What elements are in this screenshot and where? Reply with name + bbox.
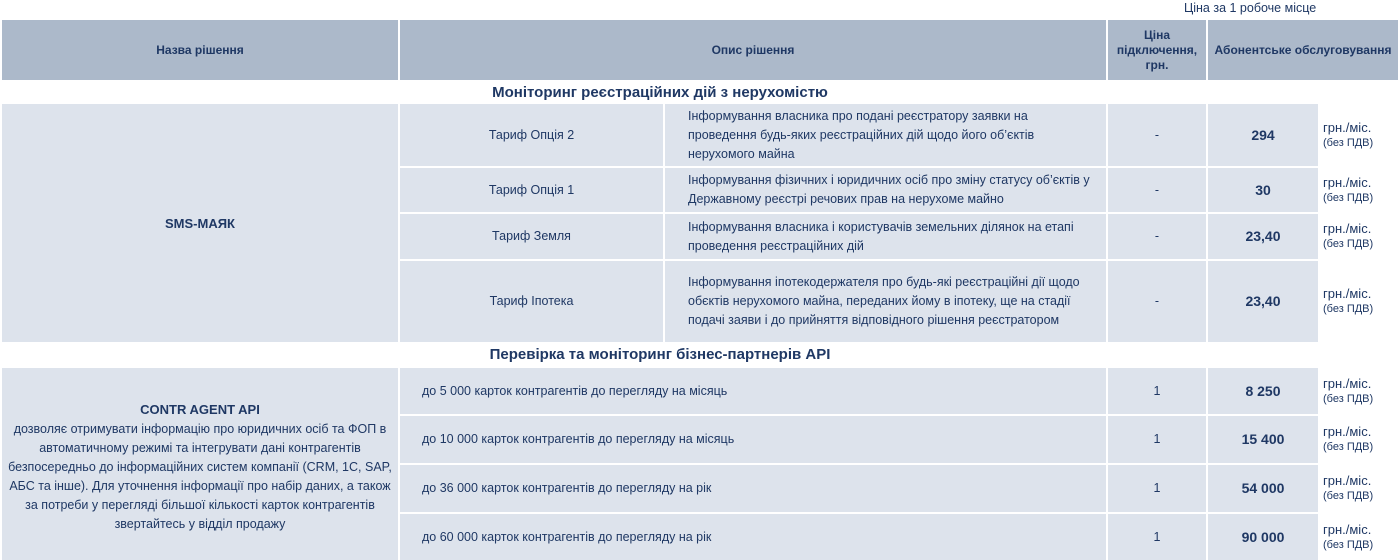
product-name: CONTR AGENT API — [140, 402, 260, 417]
connection-price-cell: 1 — [1108, 416, 1206, 463]
tariff-mortgage: Тариф Іпотека — [400, 261, 663, 342]
price-unit — [1320, 514, 1398, 560]
product-description: дозволяє отримувати інформацію про юридичних осіб та ФОП в автоматичному режимі та інтегрувати дані контрагентів безпосередньо до інформаційних систем компанії (CRM, 1С, SAP, АБС та інше). Для уточнення інформації про набір даних, а також за потреби у перегляді більшої кількості карток контрагентів звертайтесь у відділ продажу — [8, 422, 392, 531]
subscription-price-cell: 30 — [1208, 168, 1318, 212]
tariff-option-1: Тариф Опція 1 — [400, 168, 663, 212]
unit-vat-note: (без ПДВ) — [1323, 441, 1374, 453]
connection-price-cell: - — [1108, 214, 1206, 259]
price-per-workplace-note: Ціна за 1 робоче місце — [1184, 1, 1317, 15]
tariff-option-2: Тариф Опція 2 — [400, 104, 663, 166]
unit-main: грн./міс. — [1323, 221, 1372, 236]
subscription-price-cell: 54 000 — [1208, 465, 1318, 512]
price-unit — [1320, 261, 1398, 342]
unit-vat-note: (без ПДВ) — [1323, 303, 1374, 315]
plan-description: до 10 000 карток контрагентів до перегляду на місяць — [400, 416, 1106, 463]
subscription-price-cell: 15 400 — [1208, 416, 1318, 463]
tariff-description: Інформування фізичних і юридичних осіб про зміну статусу об’єктів у Державному реєстрі речових прав на нерухоме майно — [665, 168, 1106, 212]
product-contr-agent-api — [2, 368, 398, 560]
header-subscription: Абонентське обслуговування — [1208, 20, 1398, 80]
subscription-price-cell: 8 250 — [1208, 368, 1318, 414]
header-solution-description: Опис рішення — [400, 20, 1106, 80]
price-unit — [1320, 168, 1398, 212]
connection-price-cell: 1 — [1108, 465, 1206, 512]
plan-description: до 60 000 карток контрагентів до перегляду на рік — [400, 514, 1106, 560]
price-unit — [1320, 104, 1398, 166]
header-solution-name: Назва рішення — [2, 20, 398, 80]
tariff-description: Інформування власника і користувачів земельних ділянок на етапі проведення реєстраційних дій — [665, 214, 1106, 259]
section-title-real-estate-monitoring: Моніторинг реєстраційних дій з нерухомістю — [492, 83, 828, 101]
unit-main: грн./міс. — [1323, 174, 1372, 190]
header-connection-price: Ціна підключення, грн. — [1108, 20, 1206, 80]
price-unit — [1320, 214, 1398, 259]
price-unit — [1320, 416, 1398, 463]
unit-vat-note: (без ПДВ) — [1323, 490, 1374, 502]
subscription-price-cell: 90 000 — [1208, 514, 1318, 560]
subscription-price-cell: 294 — [1208, 104, 1318, 166]
product-sms-mayak — [2, 104, 398, 342]
subscription-price-cell: 23,40 — [1208, 261, 1318, 342]
section-title-business-partners-api: Перевірка та моніторинг бізнес-партнерів API — [489, 345, 831, 363]
unit-vat-note: (без ПДВ) — [1323, 238, 1374, 250]
tariff-land: Тариф Земля — [400, 214, 663, 259]
unit-vat-note: (без ПДВ) — [1323, 191, 1374, 204]
unit-main: грн./міс. — [1323, 473, 1372, 488]
price-unit — [1320, 368, 1398, 414]
subscription-price-cell: 23,40 — [1208, 214, 1318, 259]
unit-main: грн./міс. — [1323, 521, 1372, 537]
tariff-description: Інформування власника про подані реєстратору заявки на проведення будь-яких реєстраційних дій щодо його об’єктів нерухомого майна — [665, 104, 1106, 166]
unit-main: грн./міс. — [1323, 424, 1372, 439]
connection-price-cell: 1 — [1108, 514, 1206, 560]
unit-main: грн./міс. — [1323, 119, 1372, 135]
unit-vat-note: (без ПДВ) — [1323, 136, 1374, 149]
plan-description: до 36 000 карток контрагентів до перегляду на рік — [400, 465, 1106, 512]
unit-vat-note: (без ПДВ) — [1323, 392, 1374, 405]
tariff-description: Інформування іпотекодержателя про будь-які реєстраційні дії щодо обєктів нерухомого майна, переданих йому в іпотеку, ще на стадії подачі заяви і до прийняття відповідного рішення реєстратором — [665, 261, 1106, 342]
connection-price-cell: 1 — [1108, 368, 1206, 414]
connection-price-cell: - — [1108, 261, 1206, 342]
connection-price-cell: - — [1108, 104, 1206, 166]
plan-description: до 5 000 карток контрагентів до перегляду на місяць — [400, 368, 1106, 414]
unit-vat-note: (без ПДВ) — [1323, 538, 1374, 551]
unit-main: грн./міс. — [1323, 375, 1372, 391]
unit-main: грн./міс. — [1323, 286, 1372, 301]
connection-price-cell: - — [1108, 168, 1206, 212]
price-unit — [1320, 465, 1398, 512]
product-name: SMS-МАЯК — [165, 215, 235, 231]
